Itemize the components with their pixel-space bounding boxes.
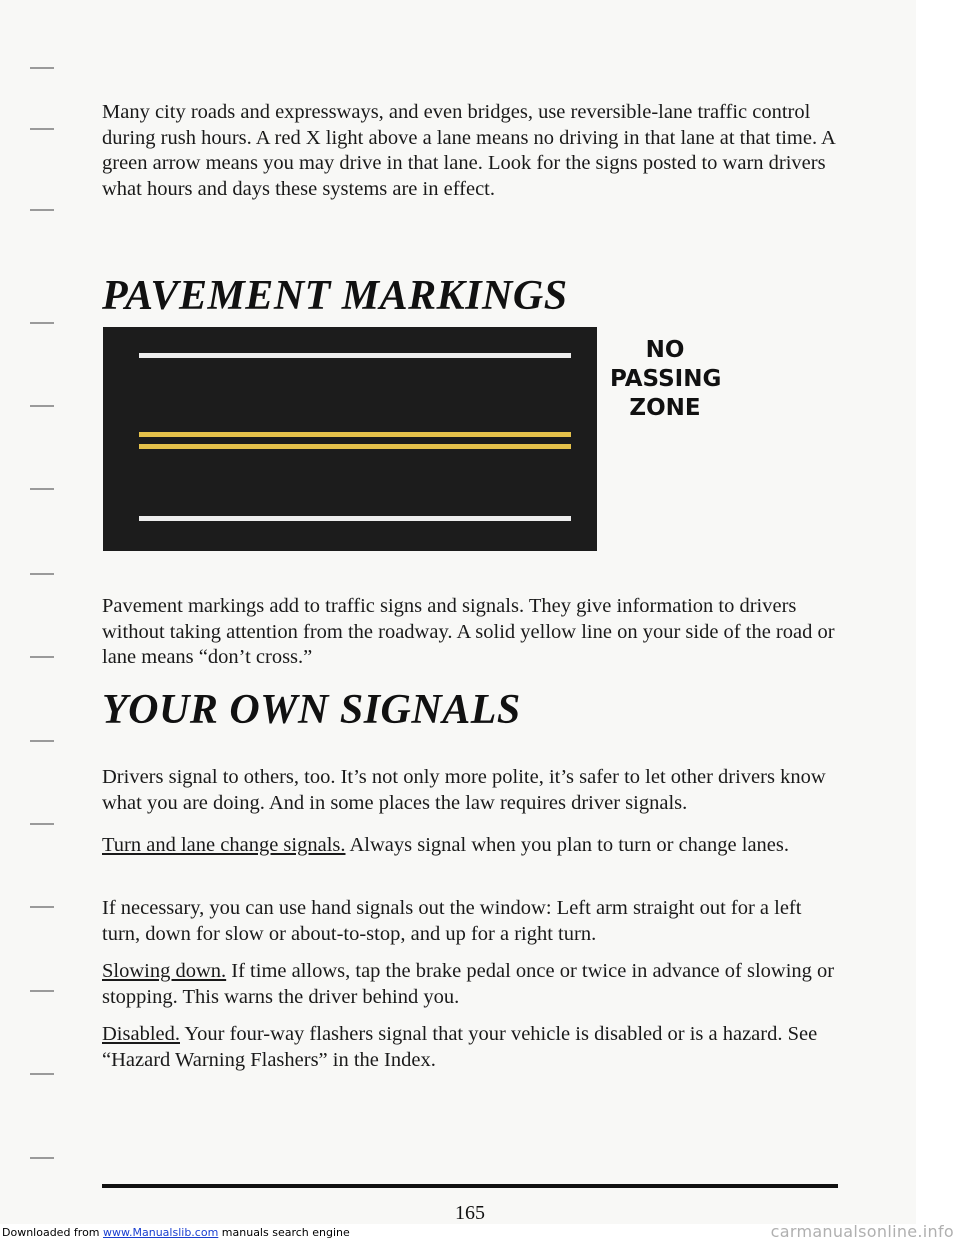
margin-tick bbox=[30, 1073, 54, 1075]
margin-tick bbox=[30, 67, 54, 69]
signals-intro-paragraph: Drivers signal to others, too. It’s not only more polite, it’s safer to let other drivers know what you are doing. And in some places the law requires driver signals. bbox=[102, 766, 826, 814]
footer-rule bbox=[102, 1184, 838, 1188]
disabled-paragraph bbox=[102, 1022, 842, 1073]
margin-tick bbox=[30, 823, 54, 825]
label-line: NO bbox=[645, 337, 685, 363]
pavement-paragraph: Pavement markings add to traffic signs and signals. They give information to drivers without taking attention from the roadway. A solid yellow line on your side of the road or lane means “don’t cross.” bbox=[102, 595, 835, 668]
disabled-term: Disabled. bbox=[102, 1023, 180, 1045]
page-number: 165 bbox=[455, 1202, 485, 1224]
slowing-down-paragraph bbox=[102, 959, 842, 1010]
manualslib-link[interactable]: www.Manualslib.com bbox=[103, 1226, 219, 1239]
no-passing-zone-label bbox=[610, 336, 720, 423]
your-own-signals-heading: YOUR OWN SIGNALS bbox=[102, 687, 521, 733]
pavement-markings-heading: PAVEMENT MARKINGS bbox=[102, 273, 568, 319]
yellow-center-line bbox=[139, 432, 571, 437]
footer-prefix: Downloaded from bbox=[2, 1226, 104, 1239]
slowing-down-text: If time allows, tap the brake pedal once or twice in advance of slowing or stopping. This warns the driver behind you. bbox=[102, 960, 835, 1008]
white-edge-line bbox=[139, 516, 571, 521]
turn-signals-text: Always signal when you plan to turn or change lanes. bbox=[345, 834, 790, 856]
margin-tick bbox=[30, 405, 54, 407]
disabled-text: Your four-way flashers signal that your vehicle is disabled or is a hazard. See “Hazard Warning Flashers” in the Index. bbox=[102, 1023, 818, 1071]
yellow-center-line bbox=[139, 444, 571, 449]
margin-tick bbox=[30, 488, 54, 490]
label-line: PASSING bbox=[610, 366, 722, 392]
margin-tick bbox=[30, 209, 54, 211]
margin-tick bbox=[30, 573, 54, 575]
margin-tick bbox=[30, 990, 54, 992]
margin-tick bbox=[30, 656, 54, 658]
margin-tick bbox=[30, 128, 54, 130]
turn-signals-paragraph bbox=[102, 833, 842, 859]
watermark: carmanualsonline.info bbox=[770, 1222, 954, 1241]
slowing-down-term: Slowing down. bbox=[102, 960, 227, 982]
white-lane-line bbox=[139, 353, 571, 358]
hand-signals-paragraph: If necessary, you can use hand signals out the window: Left arm straight out for a left turn, down for slow or about-to-stop, and up for a right turn. bbox=[102, 897, 802, 945]
margin-tick bbox=[30, 322, 54, 324]
page-edge bbox=[916, 0, 960, 1242]
turn-signals-term: Turn and lane change signals. bbox=[102, 834, 346, 856]
label-line: ZONE bbox=[629, 395, 701, 421]
margin-tick bbox=[30, 906, 54, 908]
margin-tick bbox=[30, 1157, 54, 1159]
margin-tick bbox=[30, 740, 54, 742]
footer-suffix: manuals search engine bbox=[218, 1226, 350, 1239]
pavement-markings-figure bbox=[103, 327, 597, 551]
intro-paragraph: Many city roads and expressways, and even bridges, use reversible-lane traffic control during rush hours. A red X light above a lane means no driving in that lane at that time. A green arrow means you may drive in that lane. Look for the signs posted to warn drivers what hours and days these systems are in effect. bbox=[102, 101, 835, 200]
